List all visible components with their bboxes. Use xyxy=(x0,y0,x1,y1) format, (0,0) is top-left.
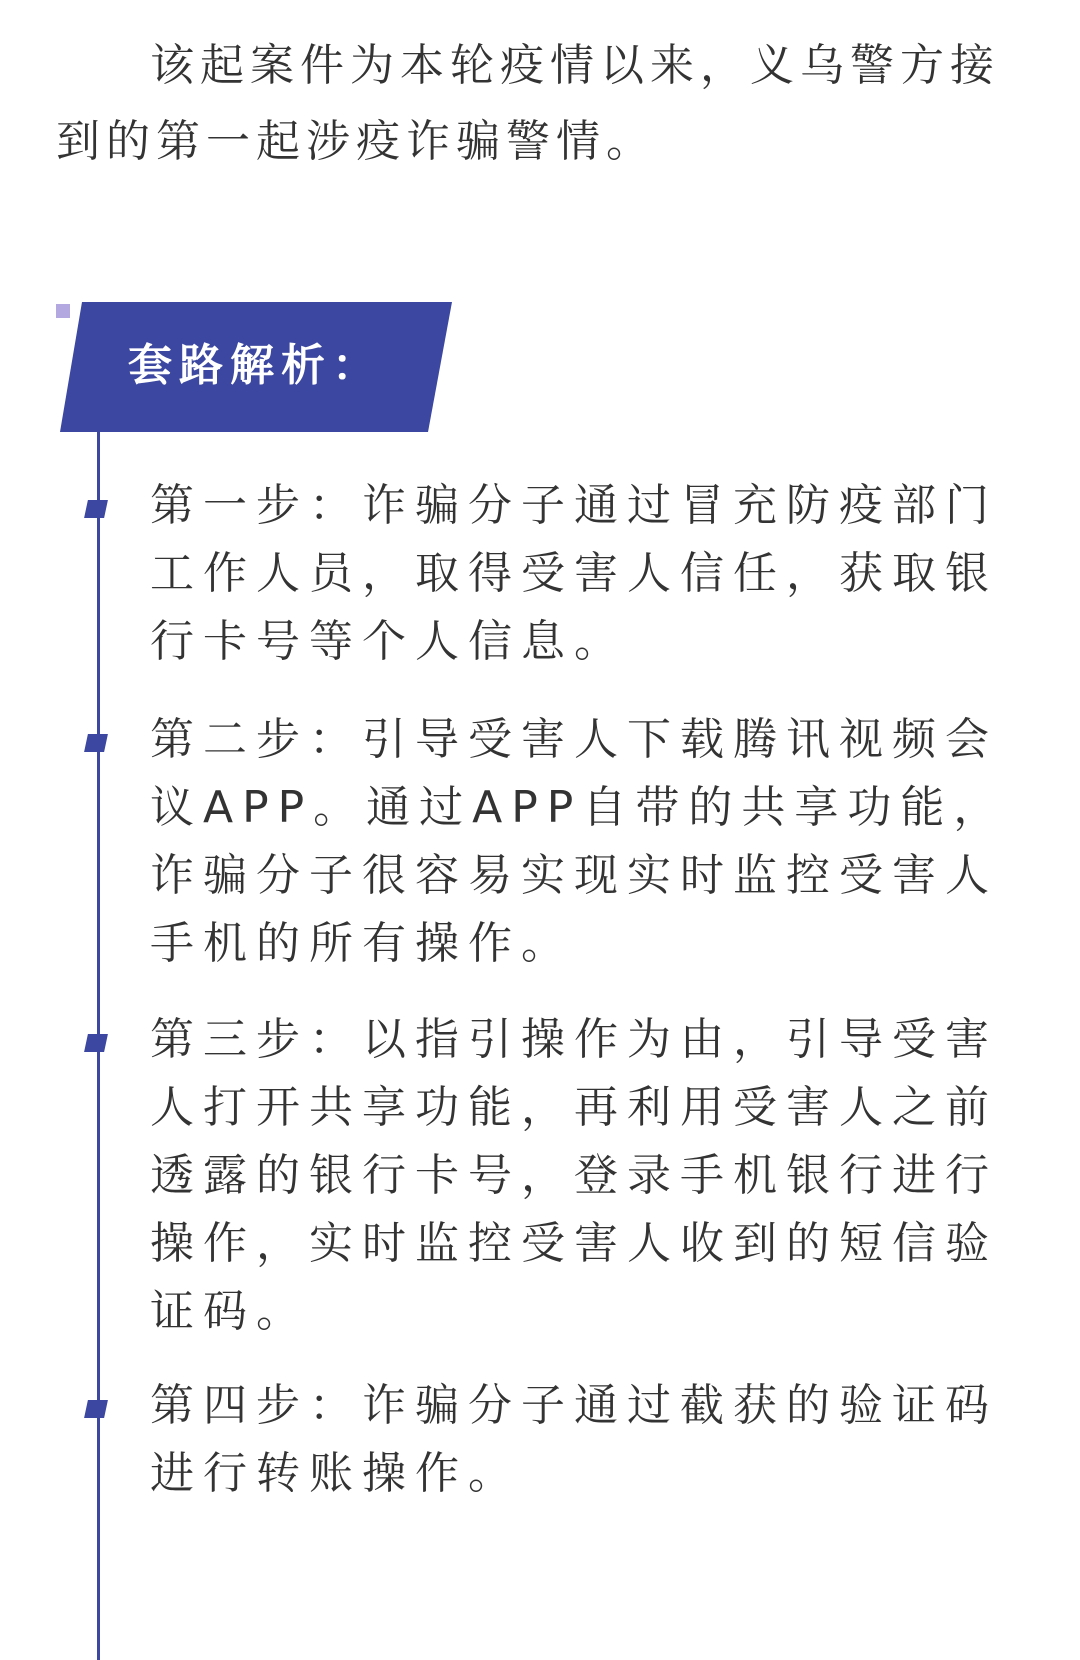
timeline-marker-step-4 xyxy=(84,1400,108,1418)
step-2-text: 第二步：引导受害人下载腾讯视频会议APP。通过APP自带的共享功能，诈骗分子很容易实现实时监控受害人手机的所有操作。 xyxy=(150,714,1007,969)
step-4-text: 第四步：诈骗分子通过截获的验证码进行转账操作。 xyxy=(150,1380,998,1499)
timeline-marker-step-2 xyxy=(84,734,108,752)
tactics-section xyxy=(0,300,1080,1660)
accent-square-decoration xyxy=(56,304,70,318)
intro-paragraph: 该起案件为本轮疫情以来，义乌警方接到的第一起涉疫诈骗警情。 xyxy=(56,40,1000,167)
step-1-text: 第一步：诈骗分子通过冒充防疫部门工作人员，取得受害人信任，获取银行卡号等个人信息。 xyxy=(150,480,998,667)
section-title: 套路解析： xyxy=(128,340,383,391)
step-3-text: 第三步：以指引操作为由，引导受害人打开共享功能，再利用受害人之前透露的银行卡号，登录手机银行进行操作，实时监控受害人收到的短信验证码。 xyxy=(150,1014,998,1337)
timeline-marker-step-3 xyxy=(84,1034,108,1052)
timeline-marker-step-1 xyxy=(84,500,108,518)
